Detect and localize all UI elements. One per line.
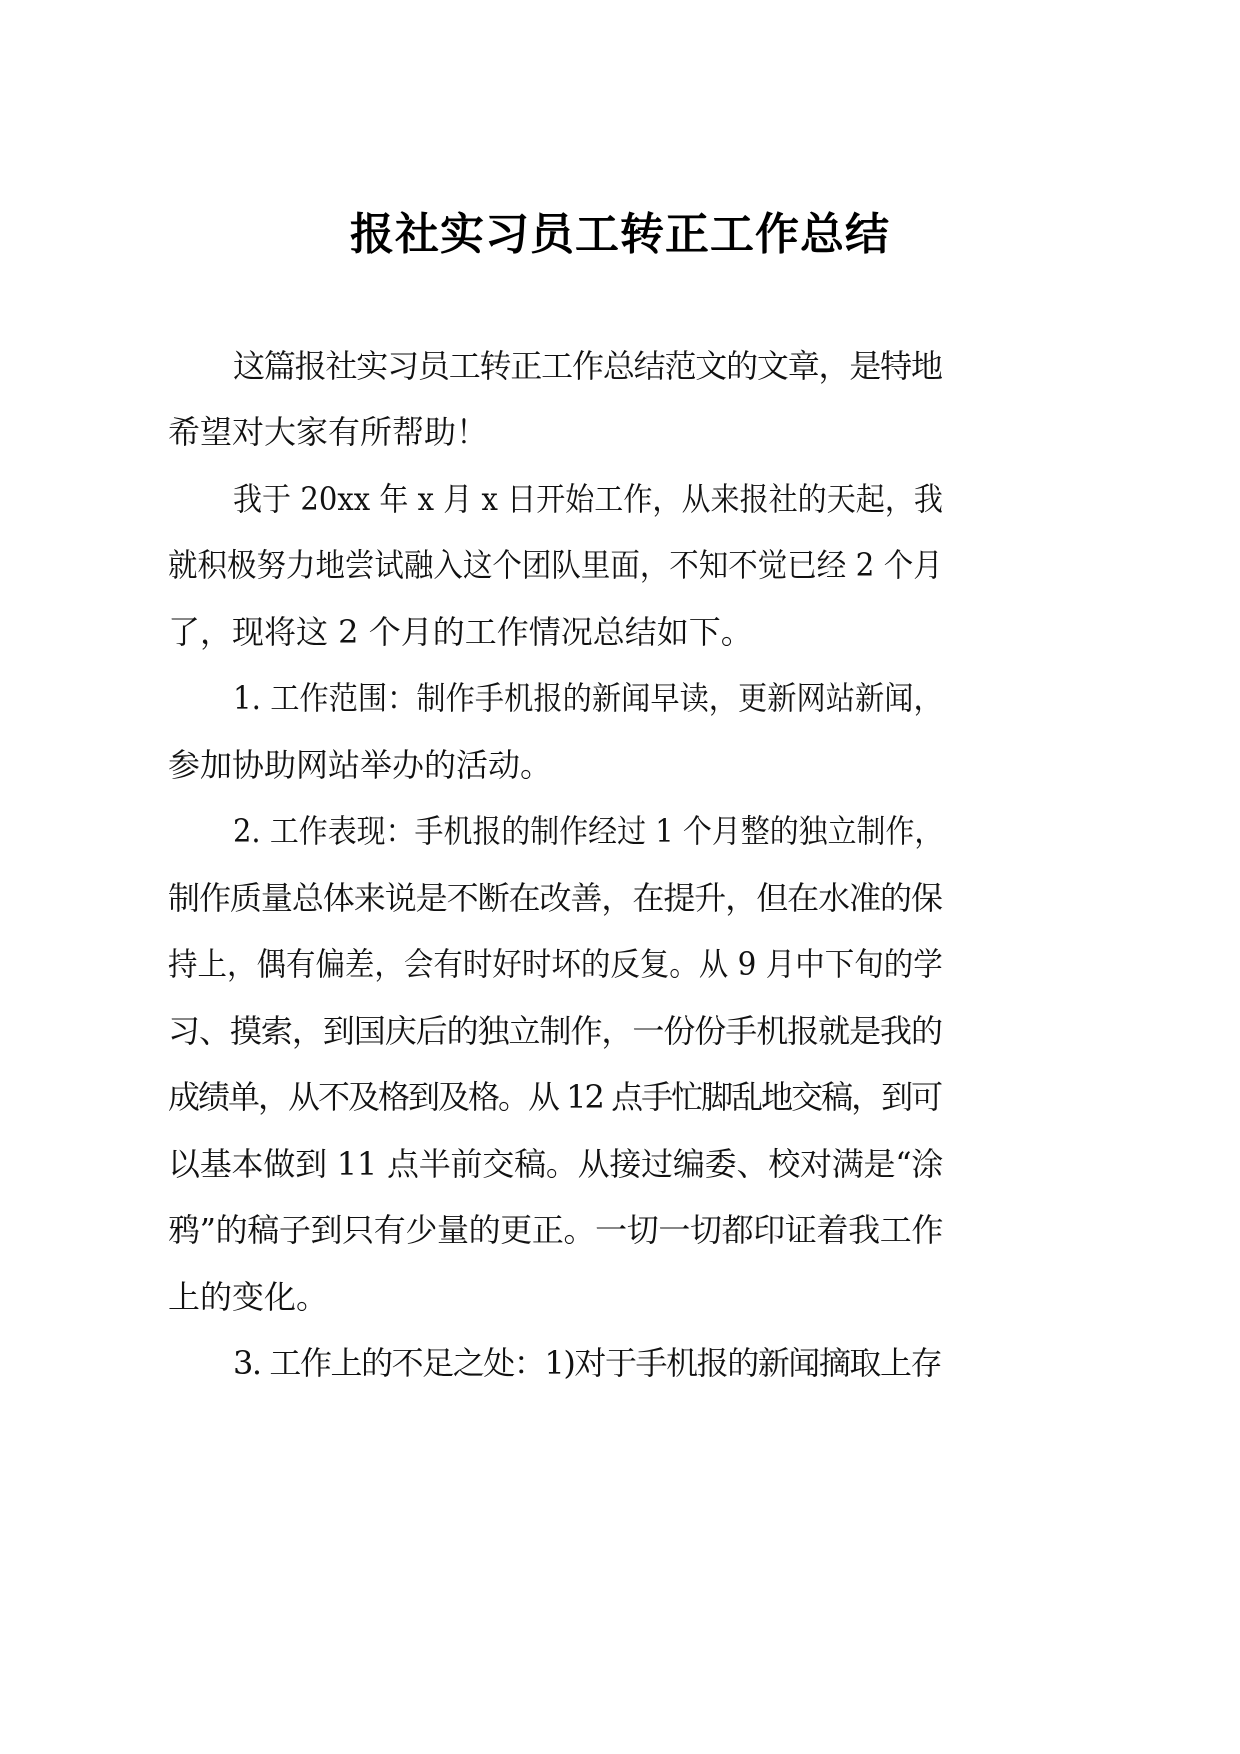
- paragraph-line: 这篇报社实习员工转正工作总结范文的文章，是特地: [233, 347, 942, 385]
- paragraph-line: 1. 工作范围：制作手机报的新闻早读，更新网站新闻，: [233, 679, 943, 717]
- paragraph-line: 成绩单，从不及格到及格。从 12 点手忙脚乱地交稿，到可: [168, 1078, 942, 1116]
- paragraph-line: 上的变化。: [168, 1278, 329, 1316]
- paragraph-line: 鸦”的稿子到只有少量的更正。一切一切都印证着我工作: [168, 1211, 943, 1249]
- paragraph-line: 以基本做到 11 点半前交稿。从接过编委、校对满是“涂: [168, 1145, 944, 1183]
- paragraph-line: 参加协助网站举办的活动。: [168, 746, 553, 784]
- document-title: 报社实习员工转正工作总结: [350, 209, 890, 260]
- paragraph-line: 2. 工作表现：手机报的制作经过 1 个月整的独立制作，: [233, 812, 944, 850]
- paragraph-line: 希望对大家有所帮助！: [168, 413, 489, 451]
- paragraph-line: 了，现将这 2 个月的工作情况总结如下。: [168, 613, 753, 651]
- paragraph-line: 制作质量总体来说是不断在改善，在提升，但在水准的保: [168, 879, 942, 917]
- paragraph-line: 就积极努力地尝试融入这个团队里面，不知不觉已经 2 个月: [168, 546, 943, 584]
- paragraph-line: 3. 工作上的不足之处：1)对于手机报的新闻摘取上存: [233, 1344, 942, 1382]
- paragraph-line: 持上，偶有偏差，会有时好时坏的反复。从 9 月中下旬的学: [168, 945, 943, 983]
- paragraph-line: 我于 20xx 年 x 月 x 日开始工作，从来报社的天起，我: [233, 480, 943, 518]
- paragraph-line: 习、摸索，到国庆后的独立制作，一份份手机报就是我的: [168, 1012, 942, 1050]
